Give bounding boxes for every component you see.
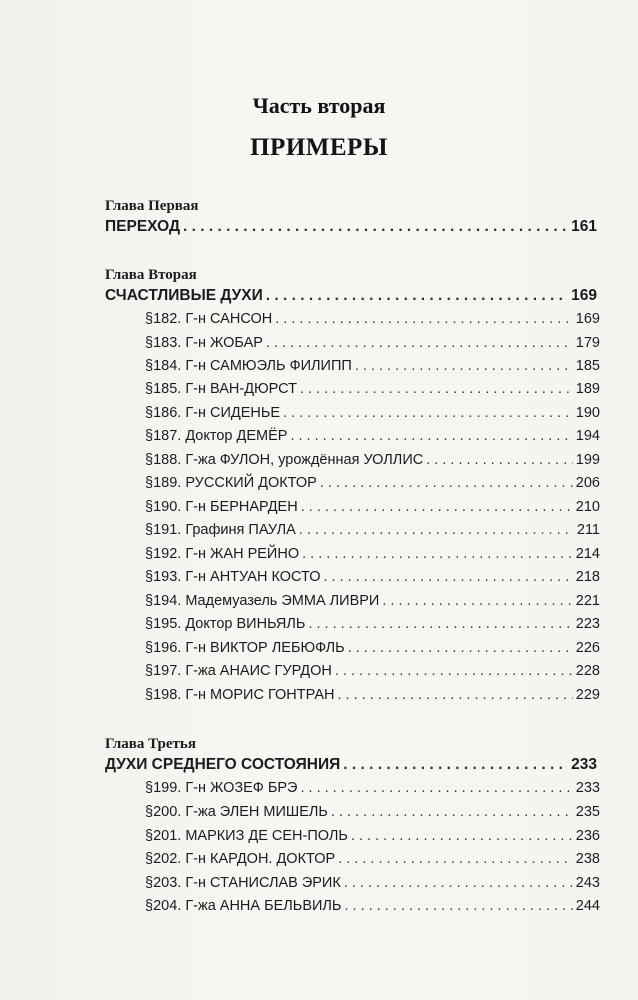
toc-entry [145, 851, 600, 873]
leader-dots [183, 218, 568, 236]
page-number: 206 [575, 475, 600, 491]
toc-entry [145, 358, 600, 380]
page-number: 228 [575, 663, 600, 679]
page-number: 226 [575, 640, 600, 656]
page-number: 161 [571, 218, 597, 235]
leader-dots [351, 828, 573, 844]
chapter-heading-row [105, 756, 597, 778]
page-number: 199 [575, 452, 600, 468]
page-number: 211 [576, 522, 600, 538]
page-number: 169 [575, 311, 600, 327]
entry-title: §197. Г-жа АНАИС ГУРДОН [145, 663, 332, 679]
toc-entry [145, 335, 600, 357]
page-number: 169 [571, 287, 597, 304]
entry-title: §190. Г-н БЕРНАРДЕН [145, 499, 298, 515]
toc-entry [145, 405, 600, 427]
page-number: 189 [575, 381, 600, 397]
leader-dots [266, 287, 568, 305]
part-title: Часть вторая [252, 93, 386, 118]
toc-entry [145, 687, 600, 709]
leader-dots [308, 616, 572, 632]
toc-entry [145, 640, 600, 662]
page-number: 179 [575, 335, 600, 351]
toc-entry [145, 311, 600, 333]
page-number: 218 [575, 569, 600, 585]
toc-entry [145, 522, 600, 544]
page-number: 244 [575, 898, 600, 914]
toc-entry [145, 804, 600, 826]
toc-entry [145, 499, 600, 521]
leader-dots [283, 405, 573, 421]
chapter-heading-row [105, 218, 597, 240]
leader-dots [348, 640, 573, 656]
toc-entry [145, 452, 600, 474]
chapter-heading-title: ПЕРЕХОД [105, 218, 180, 235]
leader-dots [300, 780, 572, 796]
page-number: 233 [571, 756, 597, 773]
page-number: 236 [575, 828, 600, 844]
leader-dots [300, 381, 573, 397]
page-number: 210 [575, 499, 600, 515]
leader-dots [299, 522, 574, 538]
page-number: 190 [575, 405, 600, 421]
leader-dots [331, 804, 573, 820]
chapter-label: Глава Первая [105, 198, 199, 214]
leader-dots [320, 475, 573, 491]
chapter-heading-title: ДУХИ СРЕДНЕГО СОСТОЯНИЯ [105, 756, 341, 773]
toc-entry [145, 569, 600, 591]
leader-dots [426, 452, 573, 468]
leader-dots [290, 428, 572, 444]
page-number: 185 [575, 358, 600, 374]
part-name: ПРИМЕРЫ [250, 134, 388, 161]
leader-dots [337, 687, 572, 703]
chapter-heading-row [105, 287, 597, 309]
entry-title: §196. Г-н ВИКТОР ЛЕБЮФЛЬ [145, 640, 345, 656]
entry-title: §184. Г-н САМЮЭЛЬ ФИЛИПП [145, 358, 352, 374]
toc-entry [145, 616, 600, 638]
leader-dots [335, 663, 573, 679]
leader-dots [266, 335, 573, 351]
entry-title: §186. Г-н СИДЕНЬЕ [145, 405, 281, 421]
page-number: 194 [575, 428, 600, 444]
leader-dots [301, 499, 573, 515]
toc-entry [145, 475, 600, 497]
entry-title: §193. Г-н АНТУАН КОСТО [145, 569, 321, 585]
page-number: 235 [575, 804, 600, 820]
leader-dots [344, 875, 573, 891]
chapter-heading-title: СЧАСТЛИВЫЕ ДУХИ [105, 287, 263, 304]
leader-dots [275, 311, 573, 327]
entry-title: §192. Г-н ЖАН РЕЙНО [145, 546, 300, 562]
page-number: 238 [575, 851, 600, 867]
entry-title: §201. МАРКИЗ ДЕ СЕН-ПОЛЬ [145, 828, 348, 844]
entry-title: §198. Г-н МОРИС ГОНТРАН [145, 687, 335, 703]
page-number: 221 [575, 593, 600, 609]
entry-title: §202. Г-н КАРДОН. ДОКТОР [145, 851, 336, 867]
page-number: 214 [575, 546, 600, 562]
entry-title: §204. Г-жа АННА БЕЛЬВИЛЬ [145, 898, 342, 914]
entry-title: §187. Доктор ДЕМЁР [145, 428, 288, 444]
toc-entry [145, 381, 600, 403]
toc-entry [145, 898, 600, 920]
toc-entry [145, 546, 600, 568]
leader-dots [302, 546, 573, 562]
toc-entry [145, 593, 600, 615]
leader-dots [338, 851, 573, 867]
entry-title: §200. Г-жа ЭЛЕН МИШЕЛЬ [145, 804, 328, 820]
leader-dots [323, 569, 572, 585]
toc-entry [145, 780, 600, 802]
leader-dots [344, 898, 572, 914]
entry-title: §188. Г-жа ФУЛОН, урождённая УОЛЛИС [145, 452, 424, 468]
page-number: 223 [575, 616, 600, 632]
toc-entry [145, 663, 600, 685]
page-number: 229 [575, 687, 600, 703]
entry-title: §191. Графиня ПАУЛА [145, 522, 296, 538]
page-number: 233 [575, 780, 600, 796]
entry-title: §203. Г-н СТАНИСЛАВ ЭРИК [145, 875, 341, 891]
entry-title: §183. Г-н ЖОБАР [145, 335, 263, 351]
toc-entry [145, 828, 600, 850]
leader-dots [355, 358, 573, 374]
chapter-label: Глава Третья [105, 736, 196, 752]
entry-title: §195. Доктор ВИНЬЯЛЬ [145, 616, 306, 632]
leader-dots [343, 756, 568, 774]
chapter-label: Глава Вторая [105, 267, 197, 283]
entry-title: §199. Г-н ЖОЗЕФ БРЭ [145, 780, 298, 796]
entry-title: §185. Г-н ВАН-ДЮРСТ [145, 381, 298, 397]
entry-title: §189. РУССКИЙ ДОКТОР [145, 475, 317, 491]
page-number: 243 [575, 875, 600, 891]
entry-title: §194. Мадемуазель ЭММА ЛИВРИ [145, 593, 380, 609]
toc-entry [145, 875, 600, 897]
entry-title: §182. Г-н САНСОН [145, 311, 273, 327]
leader-dots [382, 593, 572, 609]
toc-entry [145, 428, 600, 450]
